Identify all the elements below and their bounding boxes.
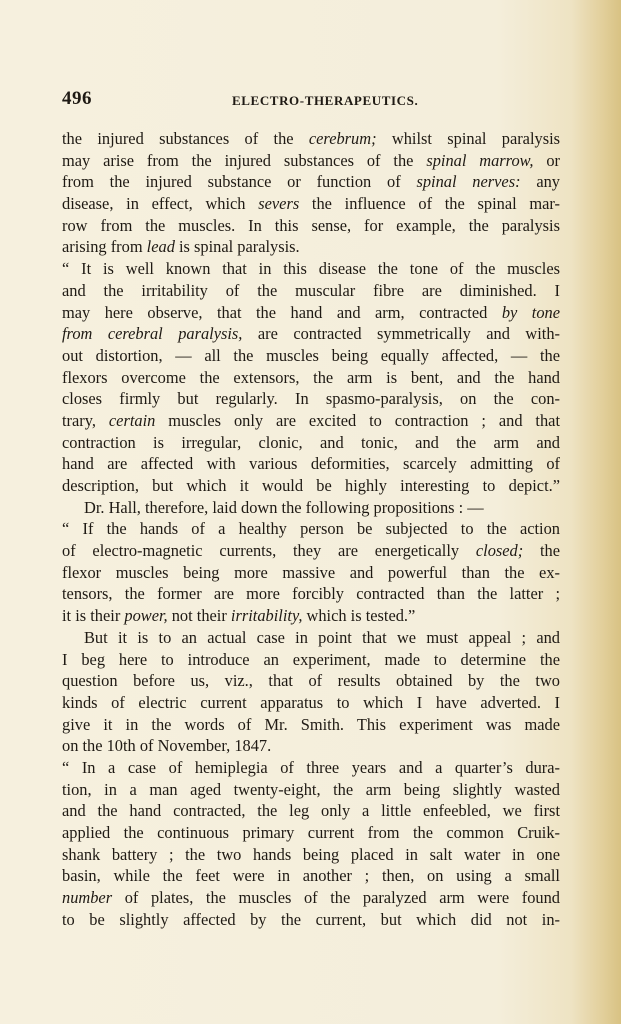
text-line [62,236,560,258]
italic-text: cerebrum; [308,129,377,148]
text-line [62,258,560,280]
running-title: ELECTRO-THERAPEUTICS. [232,93,419,108]
text-line [62,171,560,193]
text-line [62,909,560,931]
text-run: kinds of electric current apparatus to which I have adverted. I [62,692,560,712]
text-line [62,887,560,909]
text-line [62,714,560,736]
body-text [62,128,560,930]
italic-text: spinal marrow, [426,150,534,170]
text-run: flexor muscles being more massive and powerful than the ex- [62,562,560,582]
text-run: may arise from the injured substances of the [62,150,427,170]
text-line [62,215,560,237]
text-run: give it in the words of Mr. Smith. This experiment was made [62,714,560,734]
text-run: on the 10th of November, 1847. [62,736,272,756]
text-run: the influence of the spinal mar- [299,194,560,214]
text-run: to be slightly affected by the current, but which did not in- [62,909,560,929]
text-run: description, but which it would be highly interesting to depict.” [62,476,560,495]
text-line [62,583,560,605]
italic-text: closed; [475,541,524,561]
text-run: row from the muscles. In this sense, for example, the paralysis [62,215,560,235]
text-run: not their [167,606,231,626]
text-run: of plates, the muscles of the paralyzed arm were found [112,888,560,908]
text-run: contraction is irregular, clonic, and tonic, and the arm and [62,432,560,452]
text-line [62,302,560,324]
text-run: flexors overcome the extensors, the arm is bent, and the hand [62,367,560,387]
italic-text: by tone [501,302,560,322]
italic-text: spinal nerves: [416,172,521,192]
text-line [62,497,560,519]
text-run: arising from [62,237,147,257]
text-line [62,692,560,714]
italic-text: from cerebral paralysis, [62,324,243,344]
text-run: it is their [62,606,125,626]
text-run: from the injured substance or function of [62,172,417,192]
text-line [62,605,560,627]
text-run: tensors, the former are more forcibly contracted than the latter ; [62,584,560,604]
text-line [62,844,560,866]
text-run: disease, in effect, which [62,194,259,214]
text-run: But it is to an actual case in point that we must appeal ; and [84,627,560,647]
italic-text: power, [124,606,168,626]
italic-text: certain [108,410,156,430]
text-run: closes firmly but regularly. In spasmo-paralysis, on the con- [62,389,560,409]
text-run: are contracted symmetrically and with- [242,324,561,344]
page-number: 496 [62,88,92,109]
text-run: I beg here to introduce an experiment, made to determine the [62,649,560,669]
text-line [62,280,560,302]
text-line [62,757,560,779]
text-run: “ It is well known that in this disease the tone of the muscles [62,259,560,279]
text-run: the [523,541,560,561]
text-line [62,562,560,584]
text-run: “ If the hands of a healthy person be subjected to the action [62,519,560,539]
text-line [62,367,560,389]
text-run: applied the continuous primary current from the common Cruik- [62,823,560,842]
text-run: which is tested.” [302,606,416,626]
text-run: any [520,172,560,192]
text-line [62,670,560,692]
text-line [62,410,560,432]
text-run: question before us, viz., that of results obtained by the two [62,671,560,691]
text-run: the injured substances of the [62,129,309,148]
text-line [62,128,560,150]
text-line [62,475,560,497]
text-line [62,822,560,844]
italic-text: lead [146,237,175,257]
text-run: or [533,150,561,170]
text-line [62,432,560,454]
text-line [62,627,560,649]
text-line [62,735,560,757]
text-run: basin, while the feet were in another ; then, on using a small [62,866,560,886]
text-line [62,800,560,822]
italic-text: severs [258,194,300,214]
text-run: of electro-magnetic currents, they are energetically [62,541,476,561]
text-line [62,649,560,671]
text-line [62,150,560,172]
text-run: out distortion, — all the muscles being equally affected, — the [62,345,560,365]
text-run: shank battery ; the two hands being placed in salt water in one [62,844,560,864]
page-header [62,88,562,112]
text-run: muscles only are excited to contraction ; and that [155,410,560,430]
text-run: and the hand contracted, the leg only a little enfeebled, we first [62,801,560,821]
italic-text: irritability, [230,606,303,626]
text-run: is spinal paralysis. [174,237,300,257]
text-line [62,193,560,215]
text-run: hand are affected with various deformities, scarcely admitting of [62,454,560,474]
text-line [62,540,560,562]
text-run: trary, [62,410,109,430]
text-run: tion, in a man aged twenty-eight, the arm being slightly wasted [62,779,560,799]
text-run: and the irritability of the muscular fibre are diminished. I [62,280,560,300]
text-line [62,323,560,345]
text-line [62,518,560,540]
text-run: “ In a case of hemiplegia of three years and a quarter’s dura- [62,757,560,777]
text-line [62,779,560,801]
text-line [62,345,560,367]
text-line [62,865,560,887]
text-run: Dr. Hall, therefore, laid down the following propositions : — [84,497,484,517]
text-run: whilst spinal paralysis [376,129,561,148]
text-line [62,453,560,475]
text-run: may here observe, that the hand and arm, contracted [62,302,502,322]
italic-text: number [62,888,113,908]
text-line [62,388,560,410]
